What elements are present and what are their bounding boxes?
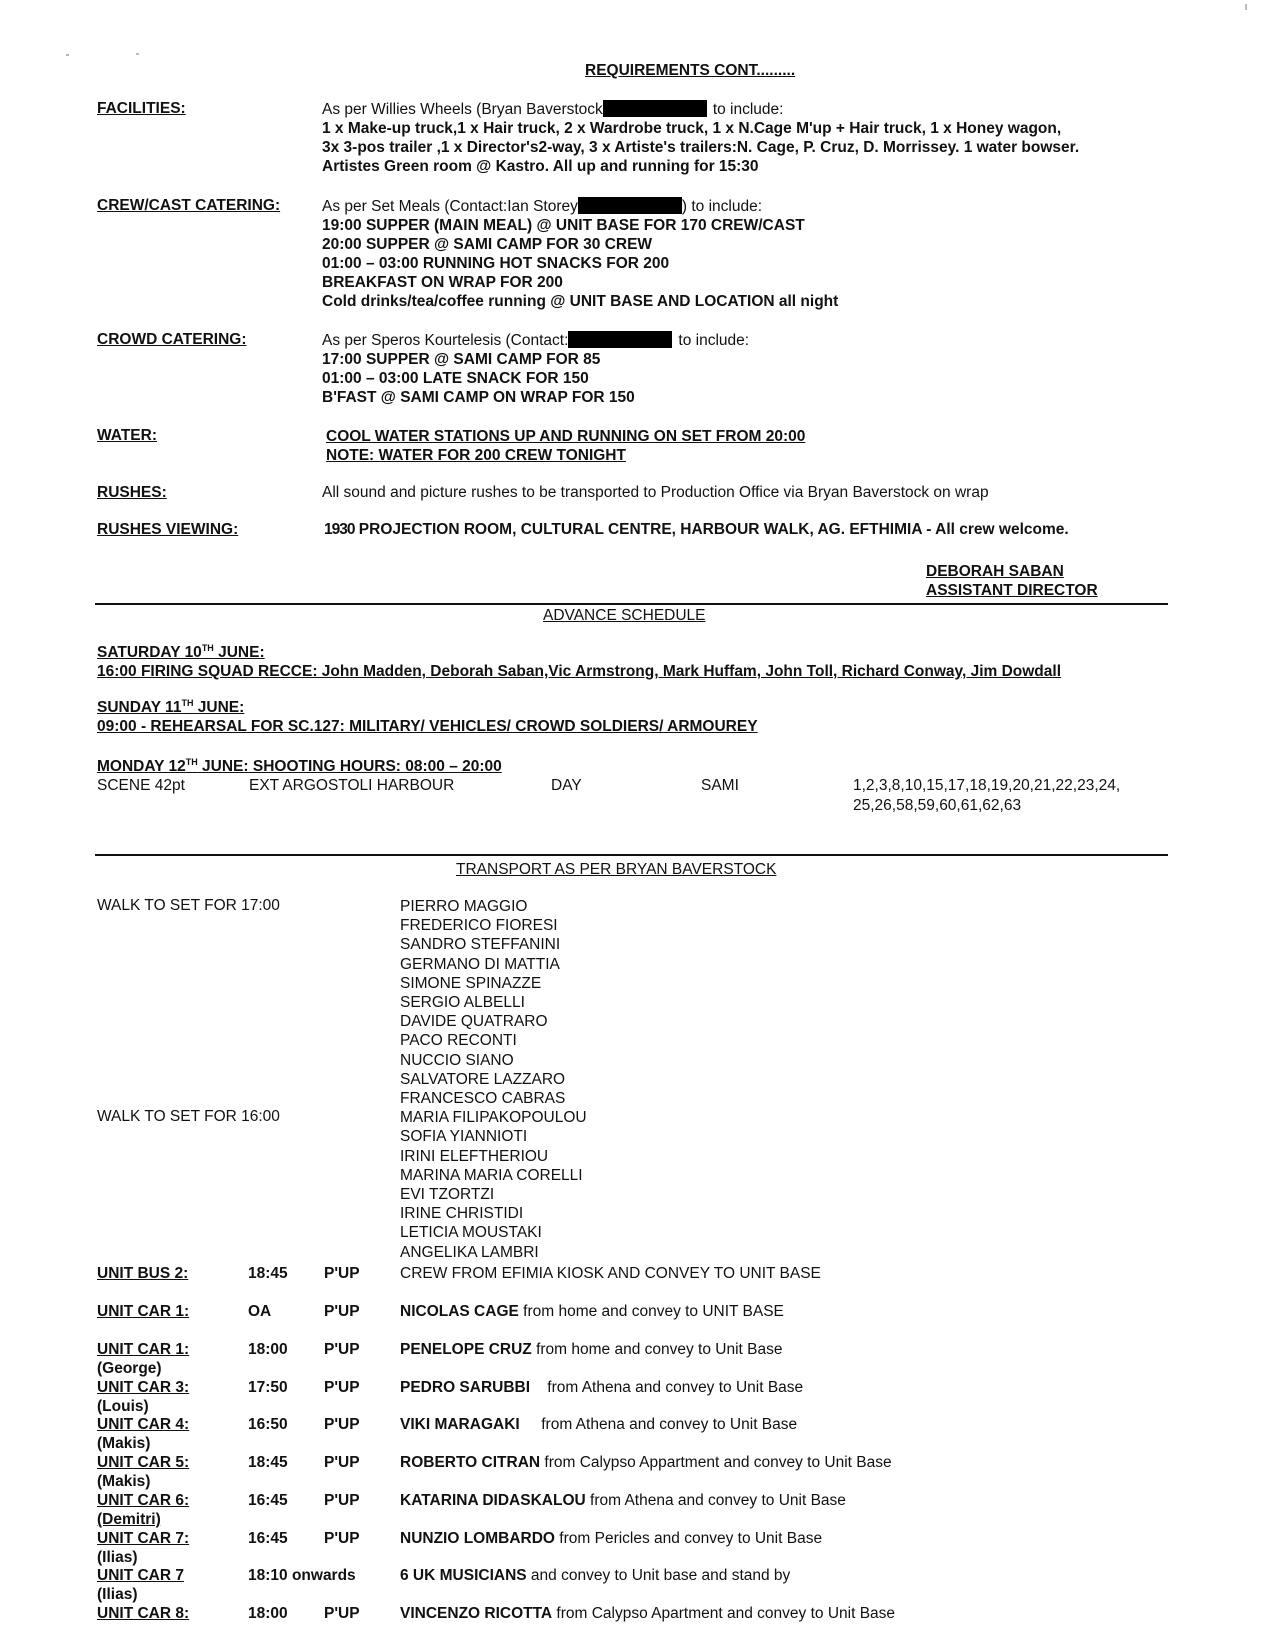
divider-rule bbox=[95, 603, 1168, 605]
list-item: SERGIO ALBELLI bbox=[400, 994, 525, 1012]
table-row: UNIT CAR 8: 18:00 P'UP VINCENZO RICOTTA from Calypso Apartment and convey to Unit Base bbox=[97, 1605, 896, 1622]
scene-row bbox=[97, 777, 1137, 797]
list-item: GERMANO DI MATTIA bbox=[400, 955, 560, 973]
scan-speck bbox=[136, 53, 139, 55]
scan-speck bbox=[1245, 4, 1247, 10]
list-item: MARINA MARIA CORELLI bbox=[400, 1166, 583, 1184]
list-item: IRINE CHRISTIDI bbox=[400, 1205, 524, 1223]
rushes-viewing-time: 1930 bbox=[324, 521, 355, 538]
crowd-names-list bbox=[400, 897, 587, 1262]
saturday-line: 16:00 FIRING SQUAD RECCE: John Madden, Deborah Saban,Vic Armstrong, Mark Huffam, John Toll, Richard Conway, Jim Dowdall bbox=[97, 663, 1062, 680]
list-item: NUCCIO SIANO bbox=[400, 1051, 514, 1069]
monday-heading: MONDAY 12TH JUNE: SHOOTING HOURS: 08:00 – 20:00 bbox=[97, 757, 502, 776]
scan-speck bbox=[66, 54, 69, 56]
list-item: ANGELIKA LAMBRI bbox=[400, 1243, 539, 1261]
rushes-viewing-label: RUSHES VIEWING: bbox=[97, 521, 239, 538]
list-item: LETICIA MOUSTAKI bbox=[400, 1224, 542, 1242]
list-item: DAVIDE QUATRARO bbox=[400, 1013, 548, 1031]
signature-block bbox=[926, 562, 1098, 600]
crew-catering-text: As per Set Meals (Contact:Ian Storey ) to include: 19:00 SUPPER (MAIN MEAL) @ UNIT BASE FOR 170 CREW/CAST 20:00 SUPPER @ SAMI CAMP FOR 30 CREW 01:00 – 03:00 RUNNING HOT SNACKS FOR 200 BREAKFAST ON WRAP FOR 200 Cold drinks/tea/coffee running @ UNIT BASE AND LOCATION all night bbox=[322, 198, 839, 310]
list-item: SANDRO STEFFANINI bbox=[400, 936, 561, 954]
list-item: SIMONE SPINAZZE bbox=[400, 974, 542, 992]
table-row: UNIT CAR 3: (Louis) 17:50 P'UP PEDRO SARUBBI from Athena and convey to Unit Base bbox=[97, 1379, 804, 1415]
redaction-bar bbox=[568, 331, 672, 348]
scene-location: SAMI bbox=[701, 777, 739, 794]
advance-schedule-title: ADVANCE SCHEDULE bbox=[543, 607, 706, 624]
scene-daynight: DAY bbox=[551, 777, 582, 794]
list-item: EVI TZORTZI bbox=[400, 1186, 495, 1204]
sunday-line: 09:00 - REHEARSAL FOR SC.127: MILITARY/ VEHICLES/ CROWD SOLDIERS/ ARMOUREY bbox=[97, 718, 758, 735]
transport-title: TRANSPORT AS PER BRYAN BAVERSTOCK bbox=[456, 861, 777, 878]
crowd-catering-label: CROWD CATERING: bbox=[97, 331, 247, 348]
scene-set: EXT ARGOSTOLI HARBOUR bbox=[249, 777, 455, 794]
requirements-title: REQUIREMENTS CONT......... bbox=[585, 62, 796, 79]
table-row: UNIT CAR 1: (George) 18:00 P'UP PENELOPE CRUZ from home and convey to Unit Base bbox=[97, 1341, 783, 1377]
walk-to-set-1600: WALK TO SET FOR 16:00 bbox=[97, 1108, 280, 1125]
crowd-catering-text: As per Speros Kourtelesis (Contact: to include: 17:00 SUPPER @ SAMI CAMP FOR 85 01:00 – 03:00 LATE SNACK FOR 150 B'FAST @ SAMI CAMP ON WRAP FOR 150 bbox=[322, 332, 750, 406]
list-item: SALVATORE LAZZARO bbox=[400, 1070, 566, 1088]
list-item: FRANCESCO CABRAS bbox=[400, 1090, 566, 1108]
rushes-text: All sound and picture rushes to be transported to Production Office via Bryan Baverstock on wrap bbox=[322, 484, 989, 501]
table-row: UNIT CAR 7 (Ilias) 18:10 onwards 6 UK MUSICIANS and convey to Unit base and stand by bbox=[97, 1567, 791, 1603]
water-text: COOL WATER STATIONS UP AND RUNNING ON SET FROM 20:00 NOTE: WATER FOR 200 CREW TONIGHT bbox=[326, 428, 806, 464]
scene-number: SCENE 42pt bbox=[97, 777, 185, 794]
scene-cast-cont: 25,26,58,59,60,61,62,63 bbox=[853, 797, 1022, 814]
redaction-bar bbox=[603, 100, 707, 117]
rushes-label: RUSHES: bbox=[97, 484, 167, 501]
signature-name: DEBORAH SABAN bbox=[926, 563, 1064, 580]
table-row: UNIT CAR 4: (Makis) 16:50 P'UP VIKI MARAGAKI from Athena and convey to Unit Base bbox=[97, 1416, 798, 1452]
facilities-text: As per Willies Wheels (Bryan Baverstock to include: 1 x Make-up truck,1 x Hair truck, 2 x Wardrobe truck, 1 x N.Cage M'up + Hair truck, 1 x Honey wagon, 3x 3-pos trailer ,1 x Director's2-way, 3 x Artiste's trailers:N. Cage, P. Cruz, D. Morrissey. 1 water bowser. Artistes Green room @ Kastro. All up and running for 15:30 bbox=[322, 101, 1080, 175]
water-label: WATER: bbox=[97, 427, 157, 444]
rushes-viewing-text: 1930 PROJECTION ROOM, CULTURAL CENTRE, HARBOUR WALK, AG. EFTHIMIA - All crew welcome. bbox=[324, 521, 1069, 538]
signature-role: ASSISTANT DIRECTOR bbox=[926, 582, 1098, 599]
list-item: PIERRO MAGGIO bbox=[400, 898, 528, 915]
sunday-heading: SUNDAY 11TH JUNE: bbox=[97, 698, 245, 717]
list-item: SOFIA YIANNIOTI bbox=[400, 1128, 528, 1146]
table-row: UNIT CAR 6: (Demitri) 16:45 P'UP KATARINA DIDASKALOU from Athena and convey to Unit Base bbox=[97, 1492, 846, 1528]
divider-rule bbox=[95, 854, 1168, 856]
crew-catering-label: CREW/CAST CATERING: bbox=[97, 197, 281, 214]
list-item: FREDERICO FIORESI bbox=[400, 917, 558, 935]
saturday-heading: SATURDAY 10TH JUNE: bbox=[97, 643, 265, 662]
list-item: PACO RECONTI bbox=[400, 1032, 517, 1050]
list-item: MARIA FILIPAKOPOULOU bbox=[400, 1109, 587, 1127]
redaction-bar bbox=[578, 197, 682, 214]
list-item: IRINI ELEFTHERIOU bbox=[400, 1147, 549, 1165]
facilities-label: FACILITIES: bbox=[97, 100, 186, 117]
table-row: UNIT CAR 5: (Makis) 18:45 P'UP ROBERTO CITRAN from Calypso Appartment and convey to Unit Base bbox=[97, 1454, 892, 1490]
table-row: UNIT CAR 7: (Ilias) 16:45 P'UP NUNZIO LOMBARDO from Pericles and convey to Unit Base bbox=[97, 1530, 823, 1566]
walk-to-set-1700: WALK TO SET FOR 17:00 bbox=[97, 897, 280, 914]
table-row: UNIT BUS 2: 18:45 P'UP CREW FROM EFIMIA KIOSK AND CONVEY TO UNIT BASE bbox=[97, 1265, 821, 1282]
table-row: UNIT CAR 1: OA P'UP NICOLAS CAGE from home and convey to UNIT BASE bbox=[97, 1303, 784, 1320]
scene-cast: 1,2,3,8,10,15,17,18,19,20,21,22,23,24, bbox=[853, 777, 1121, 794]
